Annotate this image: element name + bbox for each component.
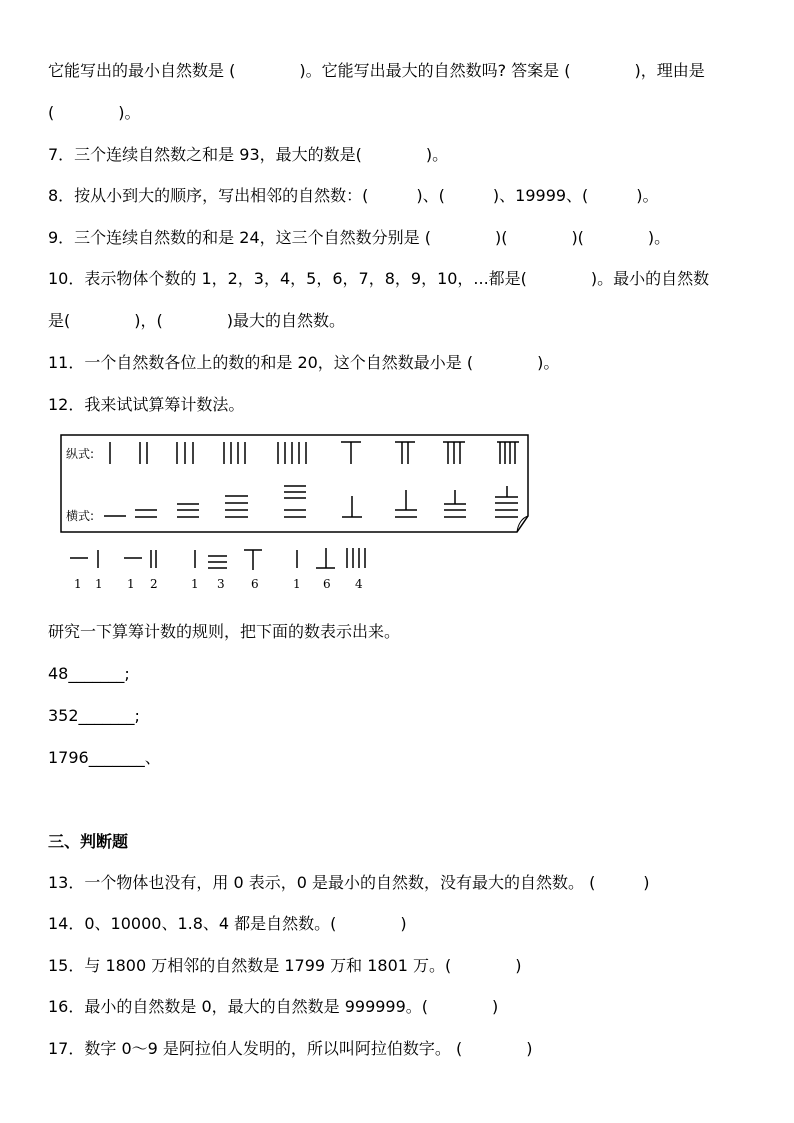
question-7: 7．三个连续自然数之和是 93，最大的数是( )。	[48, 145, 449, 164]
vertical-rods	[110, 442, 519, 464]
question-16: 16．最小的自然数是 0，最大的自然数是 999999。( )	[48, 997, 499, 1016]
horizontal-rods	[104, 486, 518, 517]
question-15: 15．与 1800 万相邻的自然数是 1799 万和 1801 万。( )	[48, 956, 522, 975]
question-13: 13．一个物体也没有，用 0 表示，0 是最小的自然数，没有最大的自然数。 ( )	[48, 873, 650, 892]
example-164-digit-3: 4	[355, 577, 363, 591]
q6-continuation-line-2: ( )。	[48, 103, 141, 122]
question-17: 17．数字 0～9 是阿拉伯人发明的，所以叫阿拉伯数字。 ( )	[48, 1039, 533, 1058]
question-14: 14．0、10000、1.8、4 都是自然数。( )	[48, 914, 407, 933]
example-136-digit-2: 3	[217, 577, 225, 591]
answer-352: 352_______;	[48, 706, 140, 725]
example-11-digit-1: 1	[74, 577, 82, 591]
question-8: 8．按从小到大的顺序，写出相邻的自然数：( )、( )、19999、( )。	[48, 186, 659, 205]
example-11-digit-2: 1	[95, 577, 103, 591]
answer-1796: 1796_______、	[48, 748, 161, 767]
example-164-digit-1: 1	[293, 577, 301, 591]
example-164-digit-2: 6	[323, 577, 331, 591]
counting-rod-table	[60, 434, 535, 536]
q6-continuation-line: 它能写出的最小自然数是 ( )。它能写出最大的自然数吗? 答案是 ( )，理由是	[48, 61, 705, 80]
question-10-line-2: 是( )，( )最大的自然数。	[48, 311, 345, 330]
horizontal-form-label: 横式:	[66, 509, 95, 523]
question-12: 12．我来试试算筹计数法。	[48, 395, 245, 414]
question-10-line-1: 10．表示物体个数的 1，2，3，4，5，6，7，8，9，10，...都是( )。最小的自然数	[48, 269, 710, 288]
vertical-form-label: 纵式:	[66, 447, 95, 461]
rod-examples	[62, 546, 382, 592]
example-12-digit-2: 2	[150, 577, 158, 591]
study-instruction: 研究一下算筹计数的规则，把下面的数表示出来。	[48, 622, 401, 641]
example-12-digit-1: 1	[127, 577, 135, 591]
question-11: 11．一个自然数各位上的数的和是 20，这个自然数最小是 ( )。	[48, 353, 560, 372]
question-9: 9．三个连续自然数的和是 24，这三个自然数分别是 ( )( )( )。	[48, 228, 671, 247]
section-3-heading: 三、判断题	[48, 832, 129, 851]
example-136-digit-1: 1	[191, 577, 199, 591]
example-136-digit-3: 6	[251, 577, 259, 591]
answer-48: 48_______;	[48, 664, 130, 683]
